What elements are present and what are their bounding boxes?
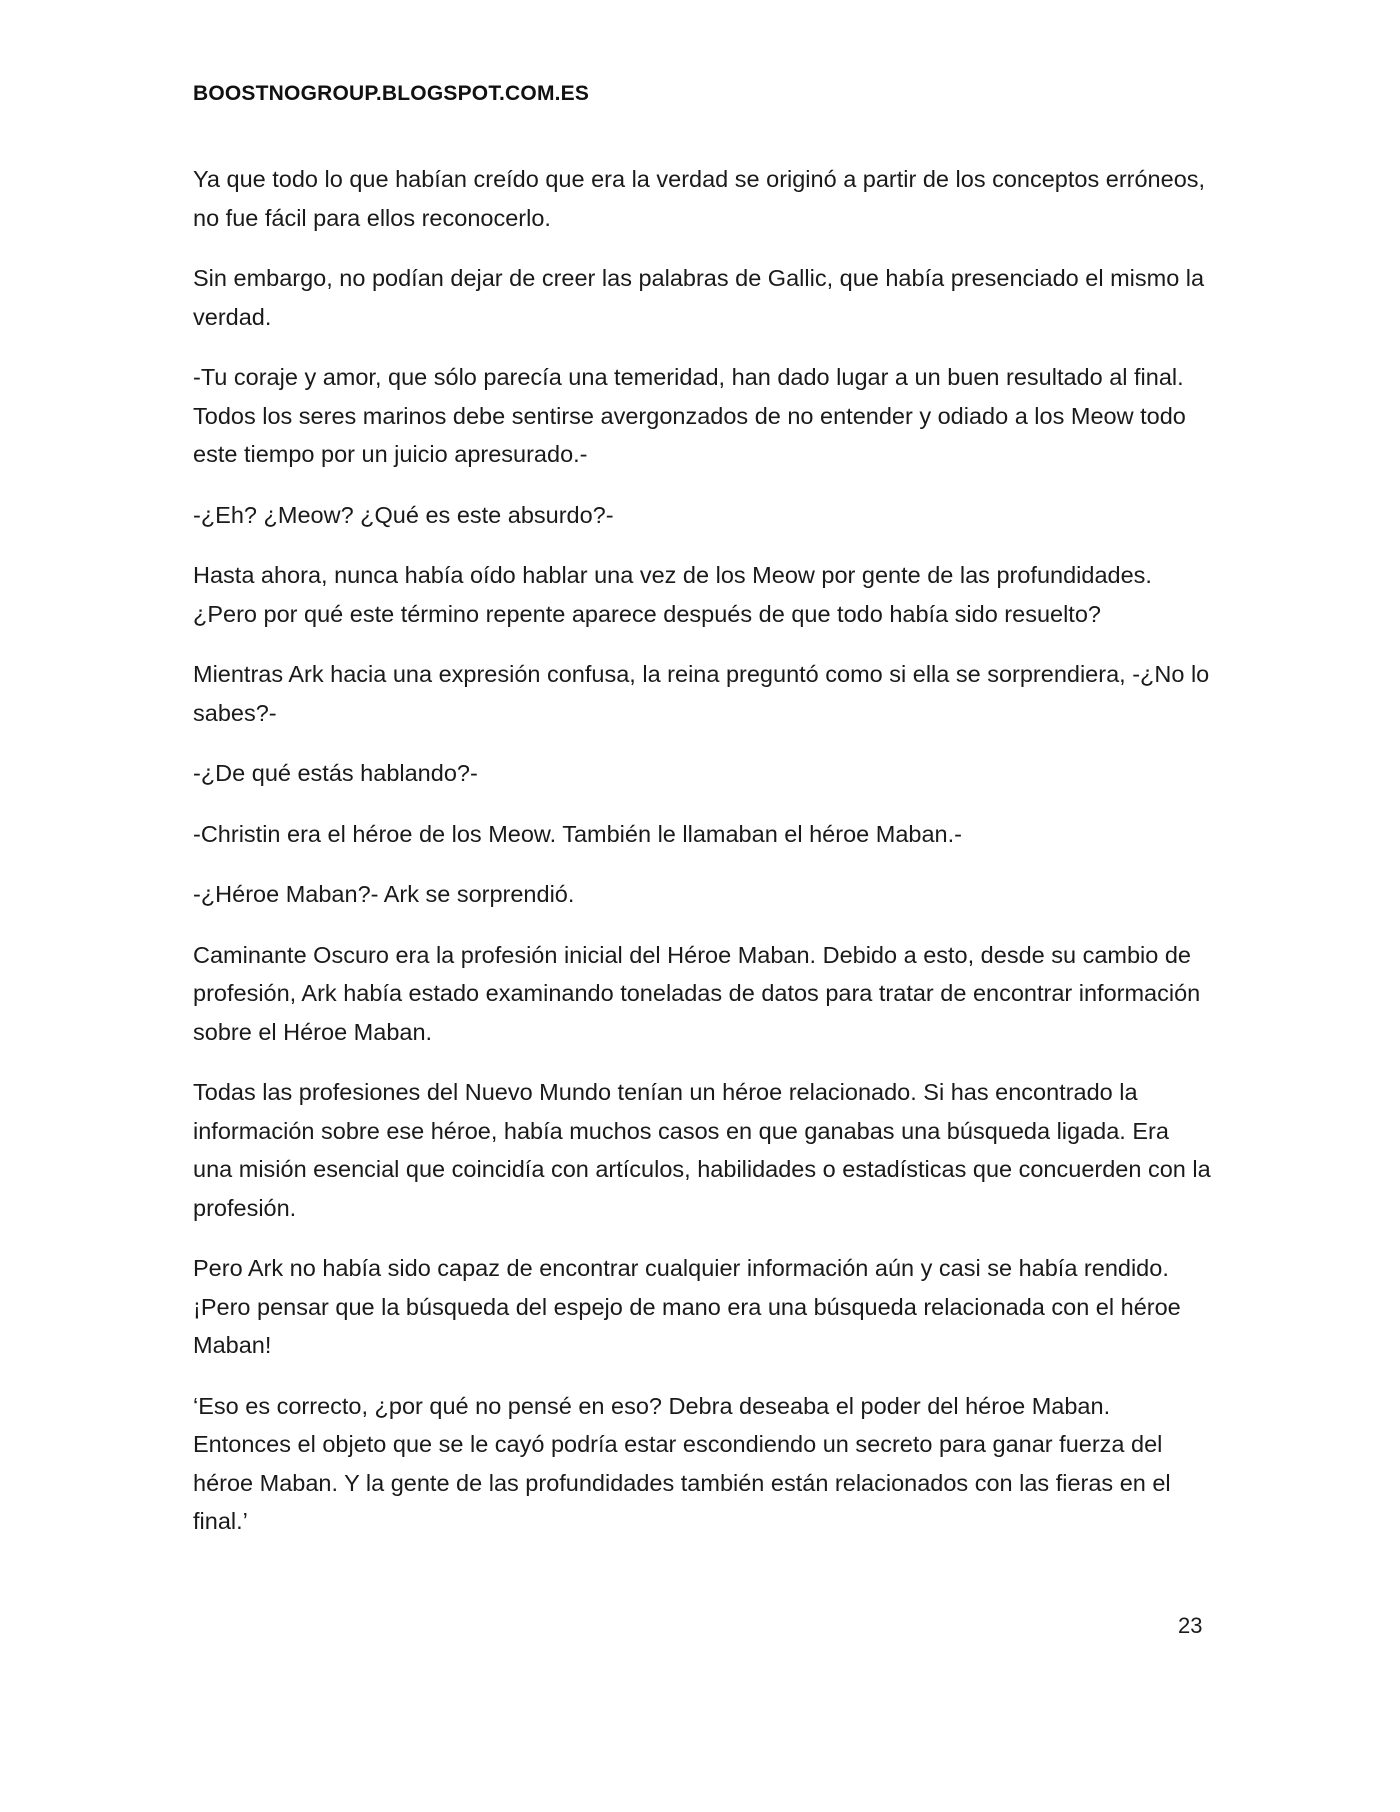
paragraph: Hasta ahora, nunca había oído hablar una vez de los Meow por gente de las profundidades. ¿Pero por qué este término repente aparece después de que todo había sido resuelto? xyxy=(193,562,1152,627)
paragraph: -¿De qué estás hablando?- xyxy=(193,760,478,786)
paragraph: -Tu coraje y amor, que sólo parecía una temeridad, han dado lugar a un buen resultado al final. Todos los seres marinos debe sentirse avergonzados de no entender y odiado a los Meow todo este tiempo por un juicio apresurado.- xyxy=(193,364,1186,467)
paragraph: Pero Ark no había sido capaz de encontrar cualquier información aún y casi se había rendido. ¡Pero pensar que la búsqueda del espejo de mano era una búsqueda relacionada con el héroe Maban! xyxy=(193,1255,1181,1358)
body-text xyxy=(193,160,1213,1563)
paragraph: -¿Eh? ¿Meow? ¿Qué es este absurdo?- xyxy=(193,501,614,528)
site-header: BOOSTNOGROUP.BLOGSPOT.COM.ES xyxy=(193,82,590,105)
paragraph: Mientras Ark hacia una expresión confusa, la reina preguntó como si ella se sorprendiera, -¿No lo sabes?- xyxy=(193,661,1210,726)
paragraph: Caminante Oscuro era la profesión inicial del Héroe Maban. Debido a esto, desde su cambio de profesión, Ark había estado examinando toneladas de datos para tratar de encontrar información sobre el Héroe Maban. xyxy=(193,941,1201,1045)
paragraph: ‘Eso es correcto, ¿por qué no pensé en eso? Debra deseaba el poder del héroe Maban. Entonces el objeto que se le cayó podría estar escondiendo un secreto para ganar fuerza del héroe Maban. Y la gente de las profundidades también están relacionados con las fieras en el final.’ xyxy=(193,1392,1171,1534)
paragraph: -Christin era el héroe de los Meow. También le llamaban el héroe Maban.- xyxy=(193,820,962,847)
paragraph: Todas las profesiones del Nuevo Mundo tenían un héroe relacionado. Si has encontrado la información sobre ese héroe, había muchos casos en que ganabas una búsqueda ligada. Era una misión esencial que coincidía con artículos, habilidades o estadísticas que concuerden con la profesión. xyxy=(193,1079,1211,1221)
paragraph: -¿Héroe Maban?- Ark se sorprendió. xyxy=(193,881,575,907)
page-number: 23 xyxy=(1178,1613,1203,1638)
paragraph: Ya que todo lo que habían creído que era la verdad se originó a partir de los conceptos erróneos, no fue fácil para ellos reconocerlo. xyxy=(193,166,1206,231)
paragraph: Sin embargo, no podían dejar de creer las palabras de Gallic, que había presenciado el mismo la verdad. xyxy=(193,265,1205,330)
